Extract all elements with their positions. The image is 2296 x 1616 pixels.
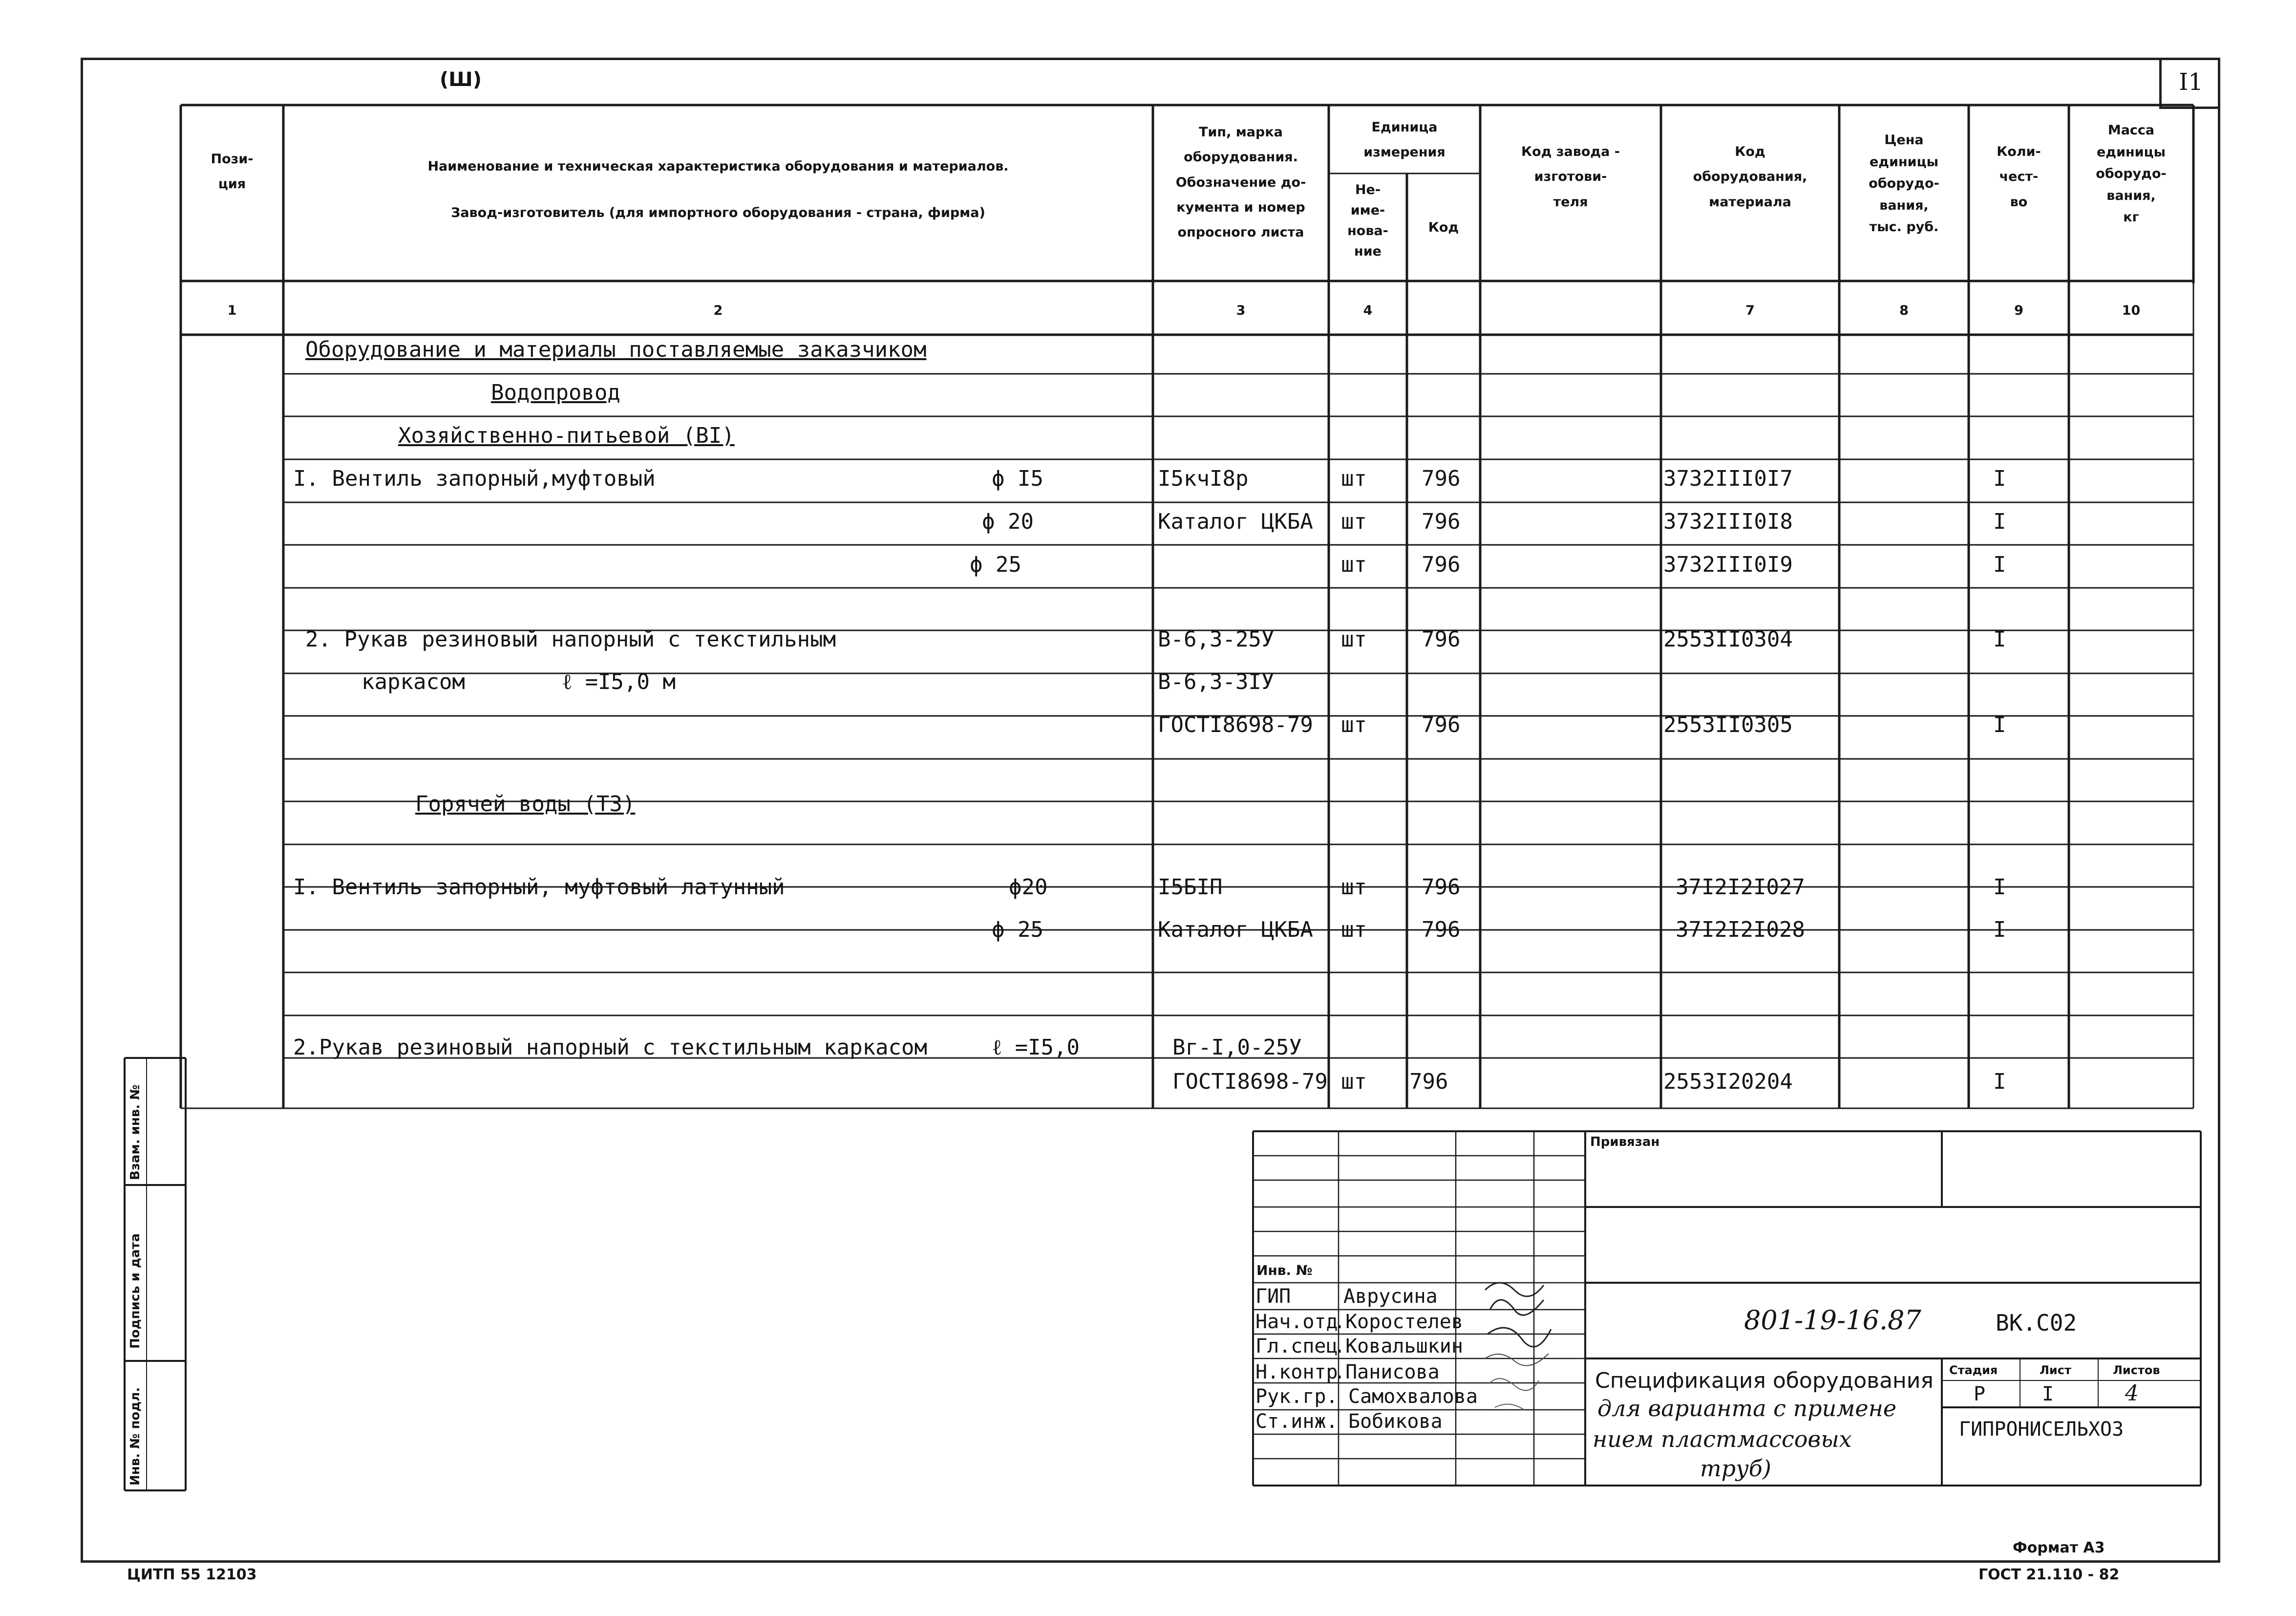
header-name-line1: Наименование и техническая характеристика оборудования и материалов. (427, 159, 1009, 174)
header-equipment-code: Код оборудования, материала (1693, 144, 1807, 210)
item-unit: шт (1341, 509, 1367, 534)
sheets-value: 4 (2125, 1381, 2139, 1406)
item-unit: шт (1341, 712, 1367, 737)
item-quantity: I (1993, 875, 2006, 900)
item-unit: шт (1341, 1069, 1367, 1094)
header-unit-name: Не- име- нова- ние (1347, 182, 1388, 259)
colnum-1: 1 (227, 303, 237, 318)
section-title-b1: Хозяйственно-питьевой (BI) (398, 423, 735, 448)
doc-code: ВК.С02 (1996, 1310, 2077, 1336)
item-equipment-code: 3732III0I7 (1663, 466, 1793, 491)
item-unit: шт (1341, 627, 1367, 652)
stamp-role: Нач.отд (1255, 1311, 1338, 1333)
stamp-role: Гл.спец (1255, 1335, 1338, 1357)
colnum-10: 10 (2122, 303, 2141, 318)
doc-title-handwritten: нием пластмассовых (1593, 1426, 1852, 1452)
stamp-person: .Ковальшкин (1334, 1335, 1463, 1357)
footer-gost: ГОСТ 21.110 - 82 (1978, 1566, 2120, 1583)
item-standard: ГОСТI8698-79 (1172, 1069, 1328, 1094)
item-quantity: I (1993, 712, 2006, 737)
side-label-inv: Инв. № подл. (128, 1387, 143, 1486)
item-quantity: I (1993, 552, 2006, 577)
footer-left: ЦИТП 55 12103 (127, 1566, 257, 1583)
item-unit-code: 796 (1422, 552, 1461, 577)
item-diameter: ϕ20 (1009, 875, 1048, 900)
item-equipment-code: 37I2I2I027 (1676, 875, 1805, 900)
item-standard: ГОСТI8698-79 (1158, 712, 1313, 737)
item-quantity: I (1993, 509, 2006, 534)
header-name-line2: Завод-изготовитель (для импортного оборудования - страна, фирма) (451, 205, 985, 220)
item-equipment-code: 2553II0304 (1663, 627, 1793, 652)
item-name: I. Вентиль запорный, муфтовый латунный (293, 875, 785, 900)
doc-code-handwritten: 801-19-16.87 (1744, 1305, 1921, 1336)
item-equipment-code: 3732III0I8 (1663, 509, 1793, 534)
stamp-person: Бобикова (1348, 1410, 1443, 1433)
sheets-label: Листов (2113, 1363, 2160, 1377)
colnum-9: 9 (2014, 303, 2023, 318)
header-factory-code: Код завода - изготови- теля (1521, 144, 1620, 210)
item-equipment-code: 37I2I2I028 (1676, 917, 1805, 942)
item-type: Вг-I,0-25У (1172, 1035, 1302, 1060)
item-equipment-code: 2553I20204 (1663, 1069, 1793, 1094)
item-unit-code: 796 (1422, 466, 1461, 491)
item-diameter: ϕ 25 (970, 552, 1021, 577)
stamp-person: .Коростелев (1334, 1311, 1463, 1333)
item-unit-code: 796 (1422, 917, 1461, 942)
item-diameter: ϕ I5 (992, 466, 1043, 491)
item-name: 2. Рукав резиновый напорный с текстильным (305, 627, 836, 652)
item-type: В-6,3-25У (1158, 627, 1275, 652)
stage-label: Стадия (1949, 1363, 1998, 1377)
header-mass: Масса единицы оборудо- вания, кг (2096, 123, 2167, 225)
stage-value: Р (1974, 1383, 1986, 1405)
section-title-water: Водопровод (491, 380, 620, 405)
stamp-role: Н.контр (1255, 1361, 1338, 1383)
footer-format: Формат А3 (2013, 1539, 2105, 1556)
item-diameter: ϕ 20 (982, 509, 1034, 534)
item-unit-code: 796 (1422, 712, 1461, 737)
item-unit-code: 796 (1422, 627, 1461, 652)
header-unit-group: Единица измерения (1363, 120, 1446, 160)
stamp-person: Аврусина (1343, 1285, 1438, 1308)
sheet-label: Лист (2040, 1363, 2071, 1377)
item-unit-code: 796 (1422, 875, 1461, 900)
stamp-role: Ст.инж. (1255, 1410, 1338, 1433)
stamp-role: ГИП (1255, 1285, 1291, 1308)
item-quantity: I (1993, 917, 2006, 942)
header-price: Цена единицы оборудо- вания, тыс. руб. (1869, 132, 1939, 235)
colnum-3: 3 (1236, 303, 1246, 318)
item-type: Каталог ЦКБА (1158, 509, 1313, 534)
item-name-continued: каркасом (361, 669, 465, 694)
sheet-value: I (2042, 1383, 2054, 1405)
header-type: Тип, марка оборудования. Обозначение до- кумента и номер опросного листа (1175, 125, 1306, 240)
doc-title-handwritten: для варианта с примене (1597, 1395, 1897, 1422)
stamp-person: Самохвалова (1348, 1385, 1478, 1408)
item-unit-code: 796 (1409, 1069, 1448, 1094)
item-equipment-code: 3732III0I9 (1663, 552, 1793, 577)
section-title-t3: Горячей воды (Т3) (415, 792, 636, 817)
section-mark: (Ш) (440, 68, 482, 91)
item-equipment-code: 2553II0305 (1663, 712, 1793, 737)
header-position: Пози- ция (211, 151, 254, 192)
header-quantity: Коли- чест- во (1997, 144, 2041, 210)
item-length: ℓ =I5,0 м (562, 669, 676, 694)
item-unit: шт (1341, 466, 1367, 491)
item-name: 2.Рукав резиновый напорный с текстильным каркасом (293, 1035, 928, 1060)
section-title-customer: Оборудование и материалы поставляемые заказчиком (305, 337, 927, 362)
colnum-8: 8 (1899, 303, 1909, 318)
colnum-2: 2 (713, 303, 723, 318)
item-name: I. Вентиль запорный,муфтовый (293, 466, 656, 491)
doc-title-handwritten: труб) (1700, 1455, 1771, 1482)
item-unit-code: 796 (1422, 509, 1461, 534)
item-unit: шт (1341, 552, 1367, 577)
item-type: В-6,3-3IУ (1158, 669, 1275, 694)
sheet-index: I1 (2159, 58, 2220, 109)
item-diameter: ϕ 25 (992, 917, 1043, 942)
stamp-inv-no: Инв. № (1256, 1262, 1313, 1278)
item-length: ℓ =I5,0 (992, 1035, 1080, 1060)
item-quantity: I (1993, 466, 2006, 491)
side-label-vzam: Взам. инв. № (128, 1084, 143, 1180)
header-unit-code: Код (1428, 220, 1459, 235)
signature-marks (1480, 1261, 1583, 1422)
stamp-person: .Панисова (1334, 1361, 1440, 1383)
item-unit: шт (1341, 917, 1367, 942)
stamp-privyazan: Привязан (1590, 1135, 1660, 1149)
item-quantity: I (1993, 627, 2006, 652)
item-type: Каталог ЦКБА (1158, 917, 1313, 942)
organization: ГИПРОНИСЕЛЬХОЗ (1959, 1418, 2124, 1441)
colnum-4: 4 (1363, 303, 1373, 318)
item-quantity: I (1993, 1069, 2006, 1094)
colnum-7: 7 (1745, 303, 1755, 318)
side-label-podp: Подпись и дата (128, 1233, 143, 1349)
item-type: I5БIП (1158, 875, 1223, 900)
doc-title: Спецификация оборудования (1595, 1368, 1934, 1393)
stamp-role: Рук.гр. (1255, 1385, 1338, 1408)
item-unit: шт (1341, 875, 1367, 900)
item-type: I5кчI8р (1158, 466, 1249, 491)
